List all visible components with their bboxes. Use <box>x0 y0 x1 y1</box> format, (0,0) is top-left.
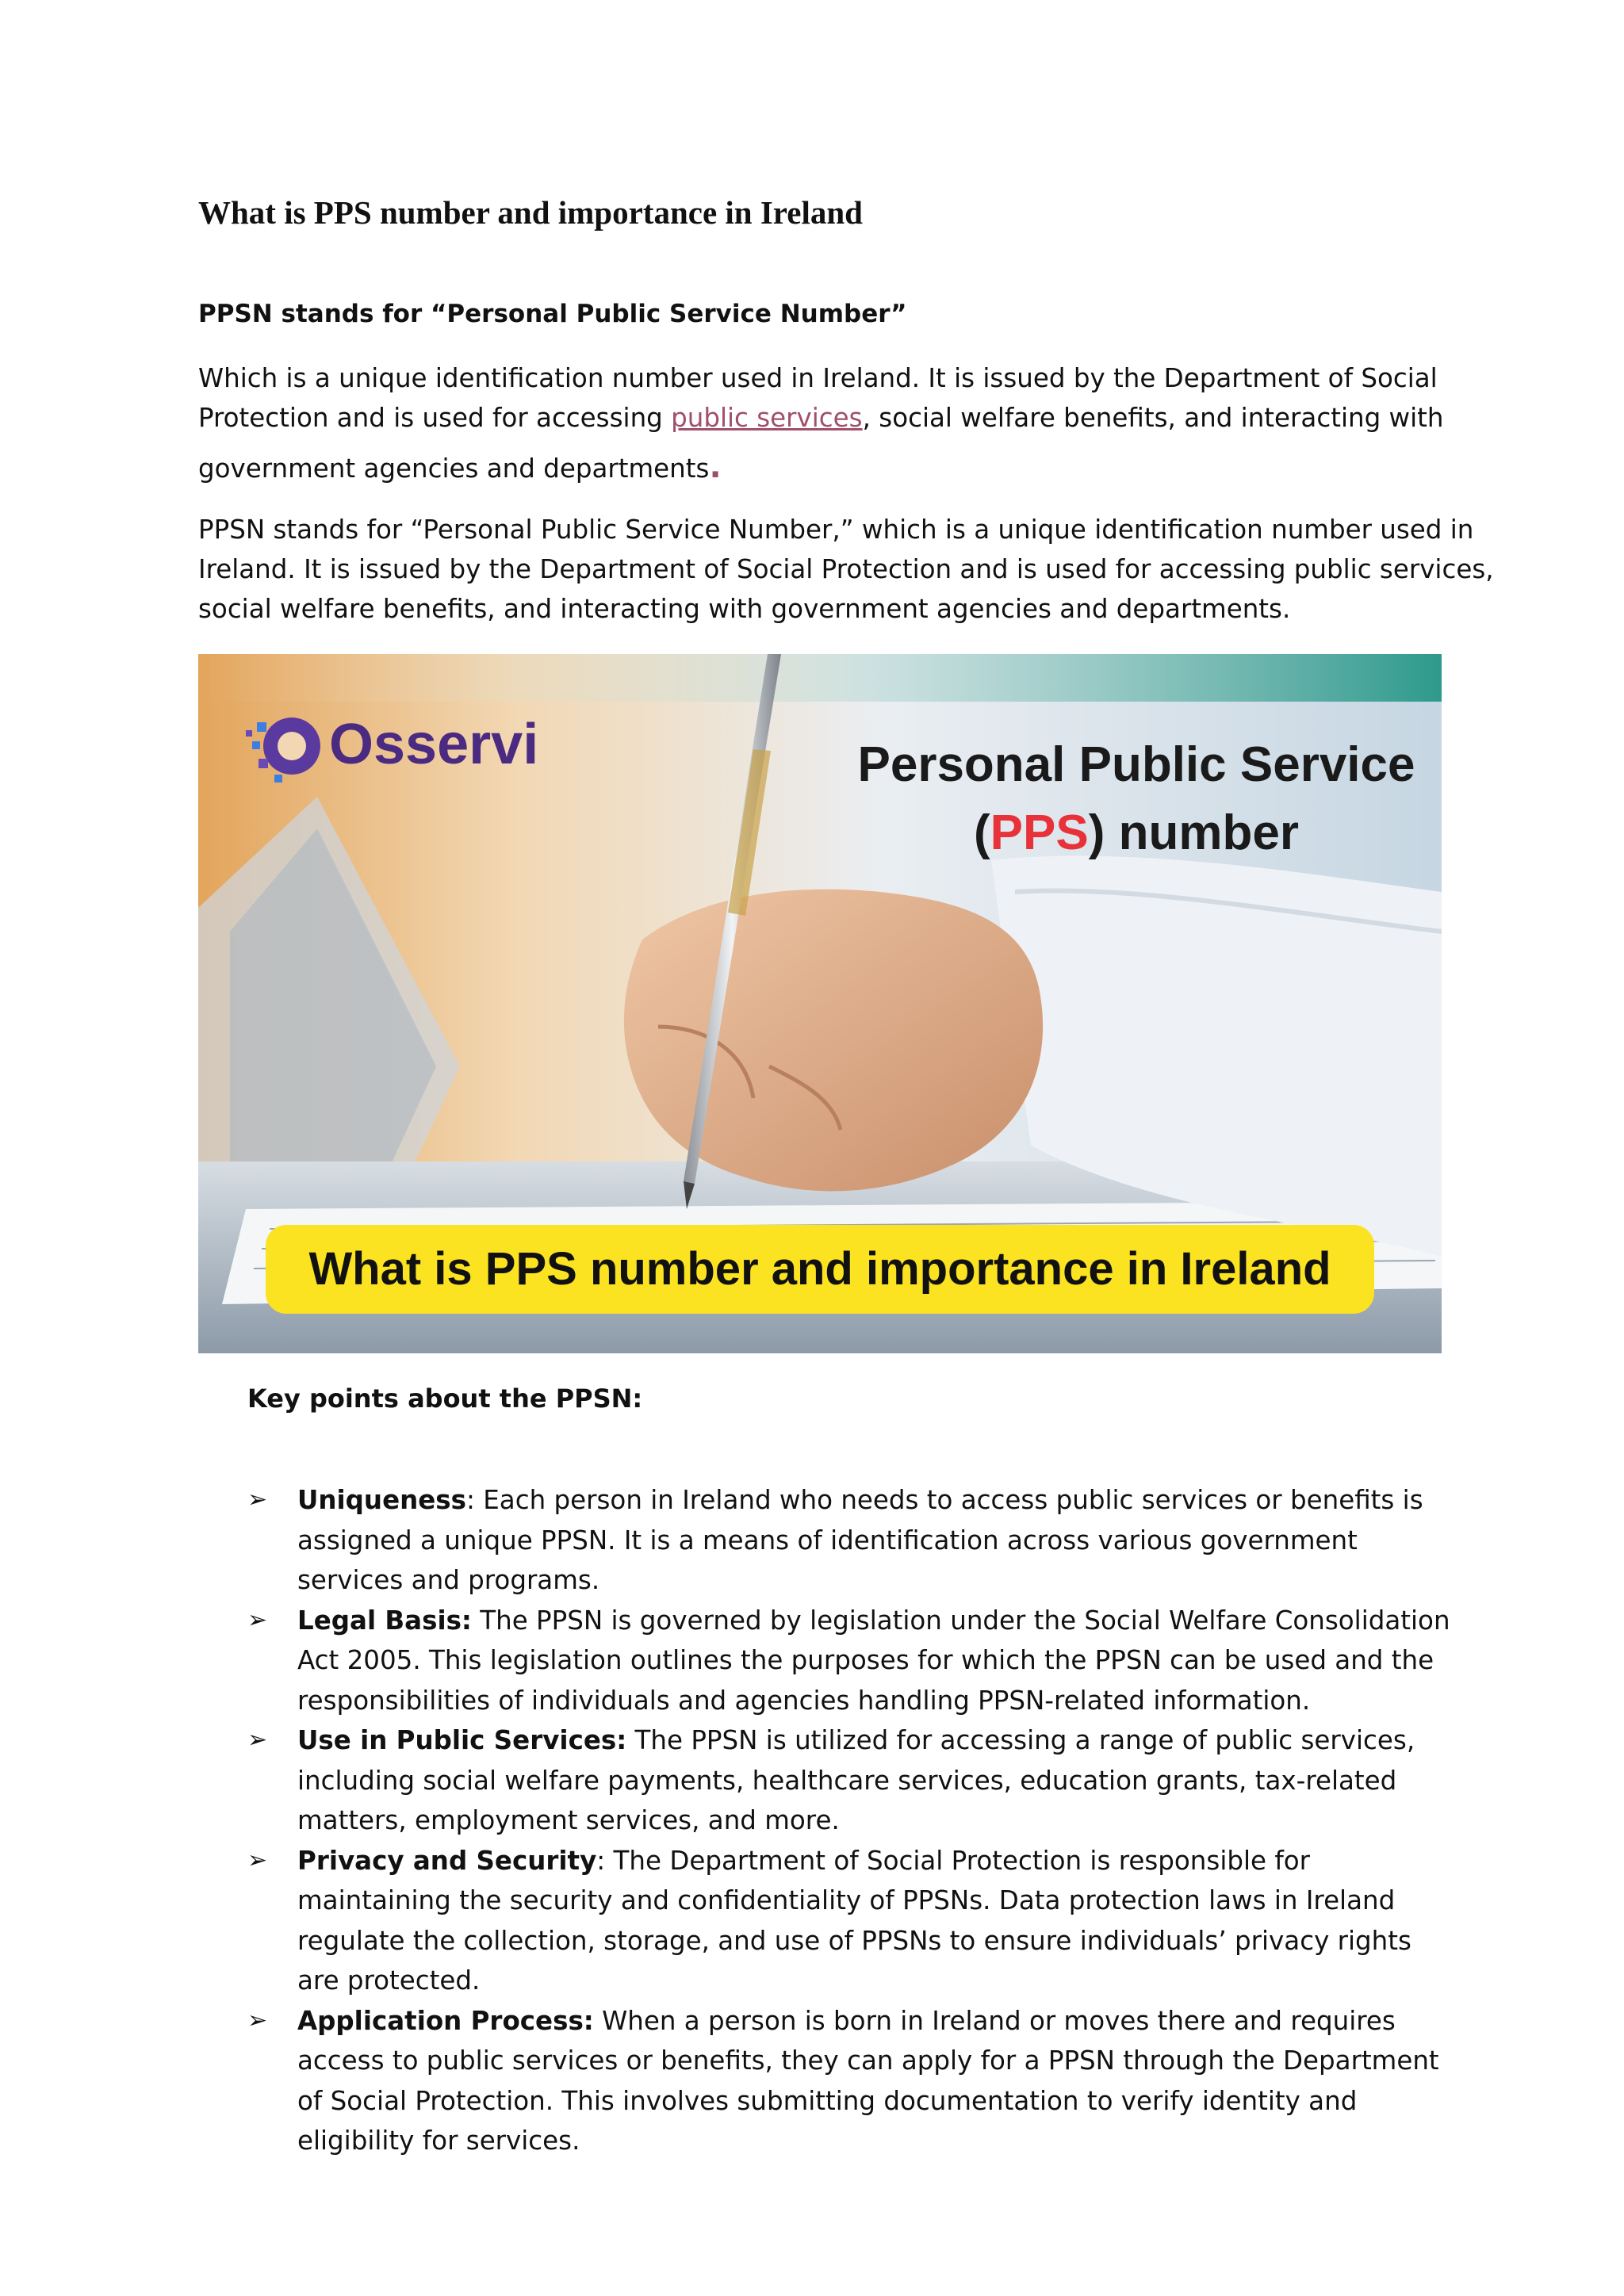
key-point-label: Legal Basis: <box>297 1605 472 1636</box>
intro-line-1: Which is a unique identification number used in Ireland. It is issued by the Department of Social <box>198 363 1438 393</box>
key-point-item <box>247 1841 1453 2001</box>
key-point-item <box>247 1480 1453 1601</box>
key-point-label: Uniqueness <box>297 1485 466 1515</box>
key-point-text: : Each person in Ireland who needs to access public services or benefits is assigned a unique PPSN. It is a means of identification across various government services and programs. <box>297 1485 1423 1595</box>
osservi-brand: Osservi <box>329 713 539 776</box>
arrow-bullet-icon: ➢ <box>247 1486 268 1513</box>
pps-banner-image <box>198 654 1442 1353</box>
subheading: PPSN stands for “Personal Public Service Number” <box>198 300 907 328</box>
key-point-label: Use in Public Services: <box>297 1725 627 1755</box>
intro-line-2-start: Protection and is used for accessing <box>198 403 672 433</box>
intro-line-3-period: . <box>709 449 722 485</box>
intro-line-2-end: , social welfare benefits, and interacting with <box>862 403 1444 433</box>
definition-line-2: Ireland. It is issued by the Department of Social Protection and is used for accessing public services, <box>198 554 1494 584</box>
arrow-bullet-icon: ➢ <box>247 1726 268 1754</box>
key-point-item <box>247 1601 1453 1721</box>
banner-headline-pps: PPS <box>990 806 1089 860</box>
intro-paragraph <box>198 358 1451 488</box>
intro-line-3 <box>198 447 1451 488</box>
key-point-label: Privacy and Security <box>297 1845 597 1876</box>
key-point-item <box>247 1720 1453 1841</box>
banner-headline-open: ( <box>974 806 990 860</box>
definition-paragraph <box>198 510 1494 629</box>
key-points-list <box>247 1480 1453 2161</box>
arrow-bullet-icon: ➢ <box>247 1605 268 1634</box>
arrow-bullet-icon: ➢ <box>247 1846 268 1874</box>
intro-line-2 <box>198 398 1451 438</box>
key-point-label: Application Process: <box>297 2005 594 2036</box>
key-point-item <box>247 2001 1453 2161</box>
key-point-text: The PPSN is utilized for accessing a range of public services, including social welfare payments, healthcare services, education grants, tax-related matters, employment services, and more. <box>297 1725 1415 1835</box>
banner-headline-line-1: Personal Public Service <box>857 737 1415 792</box>
arrow-bullet-icon: ➢ <box>247 2006 268 2034</box>
definition-line-3: social welfare benefits, and interacting with government agencies and departments. <box>198 594 1291 624</box>
key-point-text: : The Department of Social Protection is responsible for maintaining the security and confidentiality of PPSNs. Data protection laws in Ireland regulate the collection, storage, and use of PPSNs to ensure individuals’ privacy rights are protected. <box>297 1845 1411 1996</box>
intro-line-3-text: government agencies and departments <box>198 453 710 484</box>
banner-headline-line-2 <box>974 806 1299 860</box>
key-point-text: When a person is born in Ireland or moves there and requires access to public services or benefits, they can apply for a PPSN through the Department of Social Protection. This involves submitting documentation to verify identity and eligibility for services. <box>297 2005 1439 2156</box>
banner-footer-text: What is PPS number and importance in Ireland <box>308 1243 1331 1295</box>
key-points-heading: Key points about the PPSN: <box>247 1383 643 1414</box>
definition-line-1: PPSN stands for “Personal Public Service Number,” which is a unique identification number used in <box>198 515 1474 545</box>
banner-headline-close: ) number <box>1088 806 1299 860</box>
key-point-text: The PPSN is governed by legislation under the Social Welfare Consolidation Act 2005. This legislation outlines the purposes for which the PPSN can be used and the responsibilities of individuals and agencies handling PPSN-related information. <box>297 1605 1450 1716</box>
page-title: What is PPS number and importance in Ireland <box>198 194 863 231</box>
public-services-link[interactable]: public services <box>671 403 863 433</box>
